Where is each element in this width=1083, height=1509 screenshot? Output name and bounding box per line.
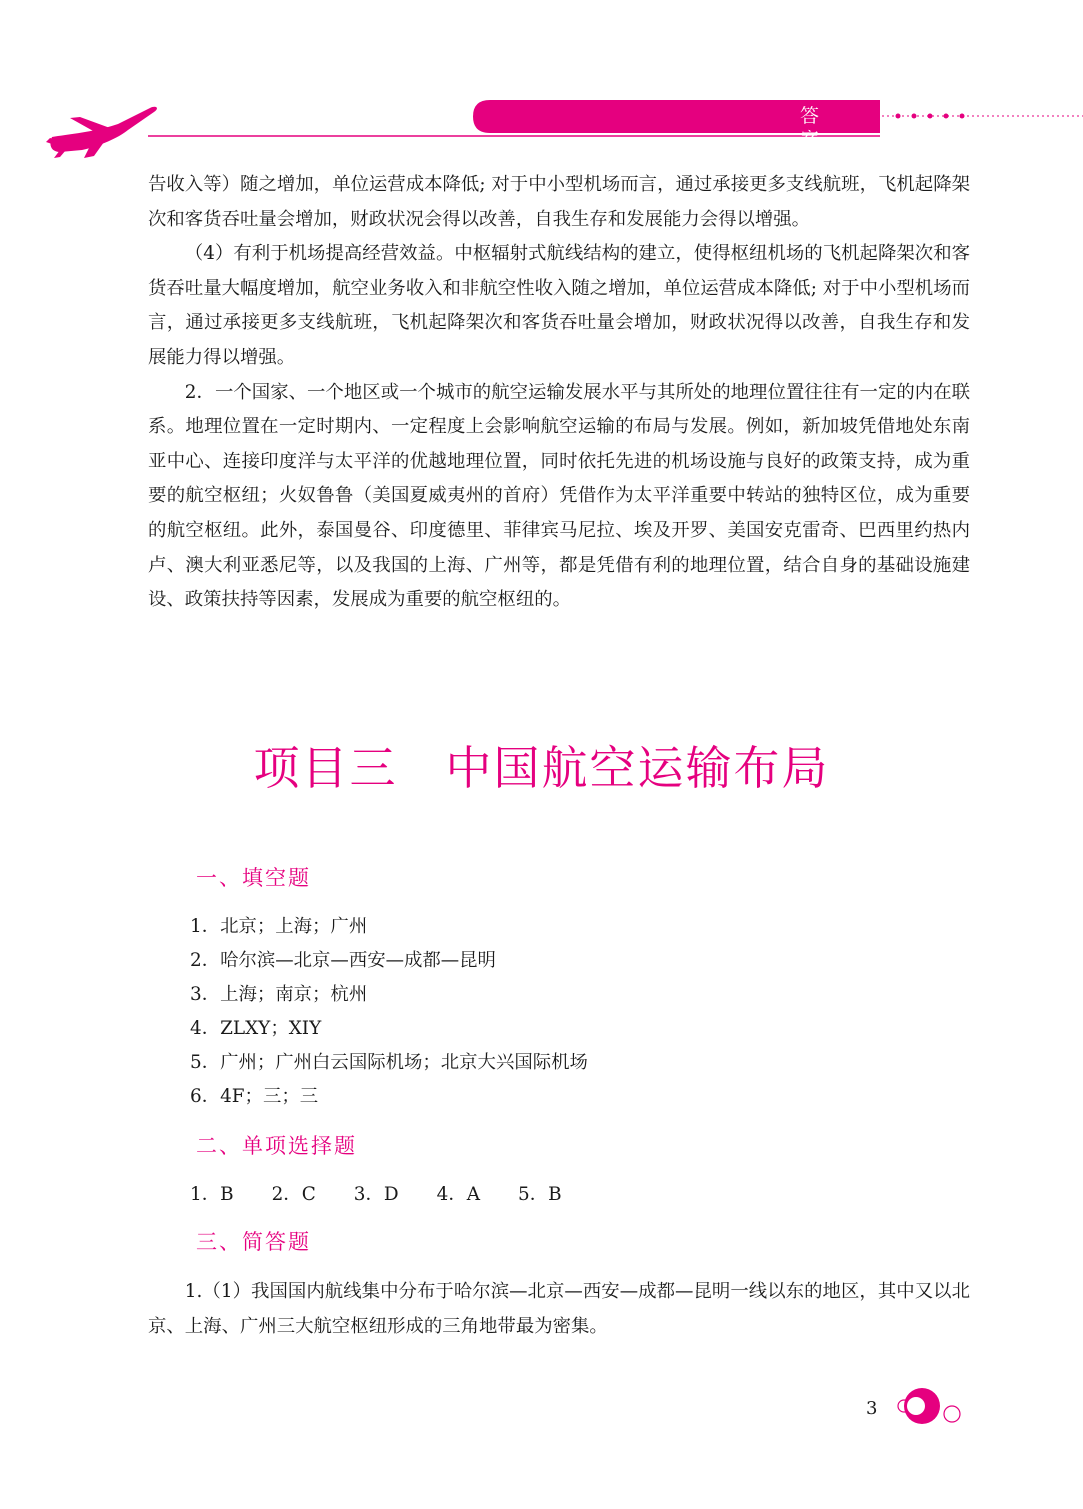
list-item: 1．北京；上海；广州 (190, 916, 368, 937)
fill-blank-list (190, 910, 588, 1114)
single-choice-answers (190, 1180, 562, 1210)
section-heading-fill-blank: 一、填空题 (196, 866, 311, 890)
list-item: 4．ZLXY；XIY (190, 1018, 322, 1039)
page-number: 3 (866, 1398, 878, 1419)
paragraph: 2．一个国家、一个地区或一个城市的航空运输发展水平与其所处的地理位置往往有一定的内在联系。地理位置在一定时期内、一定程度上会影响航空运输的布局与发展。例如，新加坡凭借地处东南亚中心、连接印度洋与太平洋的优越地理位置，同时依托先进的机场设施与良好的政策支持，成为重要的航空枢纽；火奴鲁鲁（美国夏威夷州的首府）凭借作为太平洋重要中转站的独特区位，成为重要的航空枢纽。此外，泰国曼谷、印度德里、菲律宾马尼拉、埃及开罗、美国安克雷奇、巴西里约热内卢、澳大利亚悉尼等，以及我国的上海、广州等，都是凭借有利的地理位置，结合自身的基础设施建设、政策扶持等因素，发展成为重要的航空枢纽的。 (148, 381, 970, 611)
airplane-icon (46, 107, 157, 158)
page-decoration (894, 1384, 964, 1434)
list-item: 3．上海；南京；杭州 (190, 984, 368, 1005)
list-item: 6．4F；三；三 (190, 1086, 319, 1107)
answer-item: 5．B (518, 1184, 562, 1205)
answer-item: 4．A (436, 1184, 480, 1205)
list-item: 2．哈尔滨—北京—西安—成都—昆明 (190, 950, 496, 971)
chapter-title: 项目三 中国航空运输布局 (253, 741, 830, 795)
list-item: 5．广州；广州白云国际机场；北京大兴国际机场 (190, 1052, 588, 1073)
section-heading-single-choice: 二、单项选择题 (196, 1134, 357, 1158)
answer-item: 3．D (353, 1184, 399, 1205)
paragraph: 1.（1）我国国内航线集中分布于哈尔滨—北京—西安—成都—昆明一线以东的地区，其中又以北京、上海、广州三大航空枢纽形成的三角地带最为密集。 (148, 1281, 970, 1337)
header-decoration (0, 0, 1083, 170)
section-heading-short-answer: 三、简答题 (196, 1230, 311, 1254)
short-answer-text (148, 1275, 970, 1344)
paragraph: （4）有利于机场提高经营效益。中枢辐射式航线结构的建立，使得枢纽机场的飞机起降架次和客货吞吐量大幅度增加，航空业务收入和非航空性收入随之增加，单位运营成本降低; 对于中小型机场而言，通过承接更多支线航班，飞机起降架次和客货吞吐量会增加，财政状况得以改善，自我生存和发展能力得以增强。 (148, 243, 970, 368)
body-text-top (148, 168, 970, 618)
header-label: 答 案 (800, 105, 834, 151)
answer-item: 2．C (271, 1184, 316, 1205)
page-header (0, 0, 1083, 170)
answer-item: 1．B (190, 1184, 234, 1205)
paragraph: 告收入等）随之增加，单位运营成本降低; 对于中小型机场而言，通过承接更多支线航班，飞机起降架次和客货吞吐量会增加，财政状况会得以改善，自我生存和发展能力会得以增强。 (148, 174, 970, 230)
